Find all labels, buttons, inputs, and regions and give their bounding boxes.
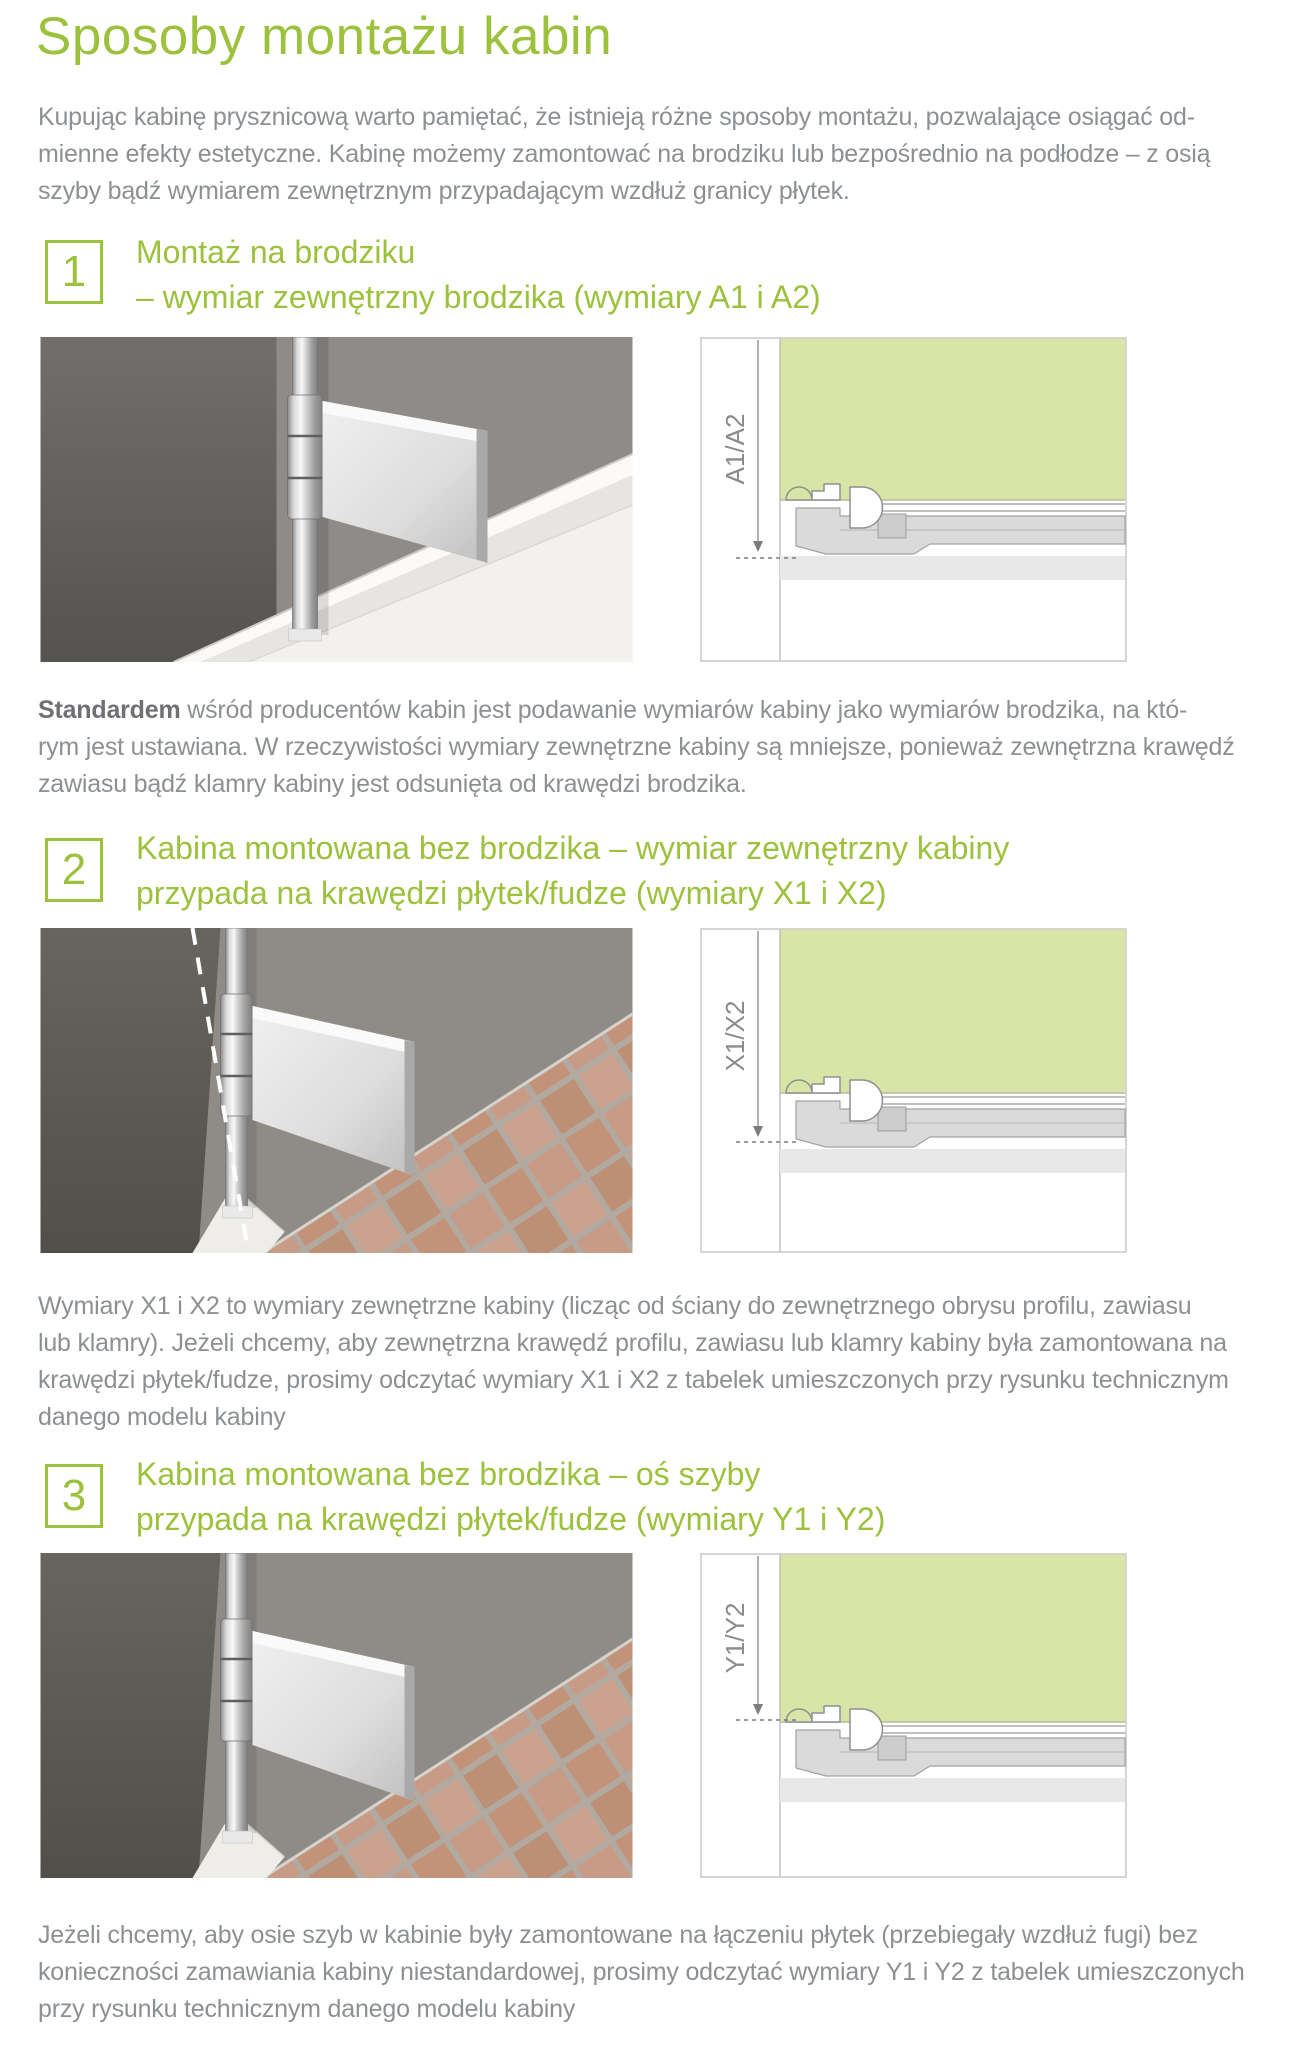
section-1-number: 1 [61,247,87,296]
diagram-floor-cross-section-y [700,1553,1127,1878]
dimension-label: Y1/Y2 [720,1602,750,1674]
photo-hinge-on-shower-tray [40,337,633,662]
wall-area-green [780,930,1125,1094]
photo-scene [41,928,633,1253]
dimension-label: X1/X2 [720,1000,750,1072]
heading-line: Kabina montowana bez brodzika – oś szyby [136,1456,761,1492]
section-3-note [38,1917,1245,2028]
intro-line: mienne efekty estetyczne. Kabinę możemy zamontować na brodziku lub bezpośrednio na podłodze – z osią [38,140,1211,168]
diagram-frame [701,1554,1126,1877]
section-3-heading [136,1452,885,1542]
section-1-badge [45,240,103,304]
heading-line: Montaż na brodziku [136,234,416,270]
diagram-floor-cross-section-x [700,928,1127,1253]
note-line: lub klamry). Jeżeli chcemy, aby zewnętrzna krawędź profilu, zawiasu lub klamry kabiny była zamontowana na [38,1329,1227,1357]
hinge-knuckle [221,1619,253,1741]
diagram-frame [701,929,1126,1252]
section-2-badge [45,838,103,902]
note-line: Wymiary X1 i X2 to wymiary zewnętrzne kabiny (licząc od ściany do zewnętrznego obrysu profilu, zawiasu [38,1292,1192,1320]
section-2-number: 2 [61,845,87,894]
note-line: danego modelu kabiny [38,1403,286,1431]
section-1-note [38,692,1235,803]
wall-area-green [780,339,1125,501]
section-2-heading [136,826,1009,916]
section-2-note [38,1288,1229,1436]
dark-wall [41,337,277,662]
hinge-knuckle [288,395,323,519]
note-line: rym jest ustawiana. W rzeczywistości wymiary zewnętrzne kabiny są mniejsze, ponieważ zewnętrzna krawędź [38,733,1235,761]
note-line: zawiasu bądź klamry kabiny jest odsunięta od krawędzi brodzika. [38,770,747,798]
diagram-frame [701,338,1126,661]
diagram-tray-cross-section-a [700,337,1127,662]
note-line: Jeżeli chcemy, aby osie szyb w kabinie były zamontowane na łączeniu płytek (przebiegały wzdłuż fugi) bez [38,1921,1198,1949]
section-3-badge [45,1464,103,1528]
dimension-label: A1/A2 [720,413,750,485]
intro-paragraph [38,99,1210,210]
note-line: krawędzi płytek/fudze, prosimy odczytać wymiary X1 i X2 z tabelek umieszczonych przy rysunku technicznym [38,1366,1229,1394]
section-3-number: 3 [61,1471,87,1520]
photo-scene [41,1553,633,1878]
heading-line: przypada na krawędzi płytek/fudze (wymiary X1 i X2) [136,875,887,911]
wall-area-green [780,1555,1125,1723]
note-line: konieczności zamawiania kabiny niestandardowej, prosimy odczytać wymiary Y1 i Y2 z tabelek umieszczonych [38,1958,1245,1986]
photo-hinge-tiled-floor-axis [40,928,633,1253]
section-1-heading [136,230,821,320]
photo-hinge-tiled-floor [40,1553,633,1878]
note-line: Standardem wśród producentów kabin jest podawanie wymiarów kabiny jako wymiarów brodzika, na któ- [38,696,1188,724]
dark-wall [41,928,221,1253]
hinge-knuckle [221,994,253,1116]
heading-line: Kabina montowana bez brodzika – wymiar zewnętrzny kabiny [136,830,1010,866]
photo-scene [41,337,633,662]
note-line: przy rysunku technicznym danego modelu kabiny [38,1995,576,2023]
intro-line: Kupując kabinę prysznicową warto pamiętać, że istnieją różne sposoby montażu, pozwalające osiągać od- [38,103,1195,131]
heading-line: przypada na krawędzi płytek/fudze (wymiary Y1 i Y2) [136,1501,886,1537]
intro-line: szyby bądź wymiarem zewnętrznym przypadającym wzdłuż granicy płytek. [38,177,850,205]
page-title: Sposoby montażu kabin [36,7,613,66]
note-bold: Standardem [38,696,181,724]
heading-line: – wymiar zewnętrzny brodzika (wymiary A1 i A2) [136,279,821,315]
dark-wall [41,1553,221,1878]
